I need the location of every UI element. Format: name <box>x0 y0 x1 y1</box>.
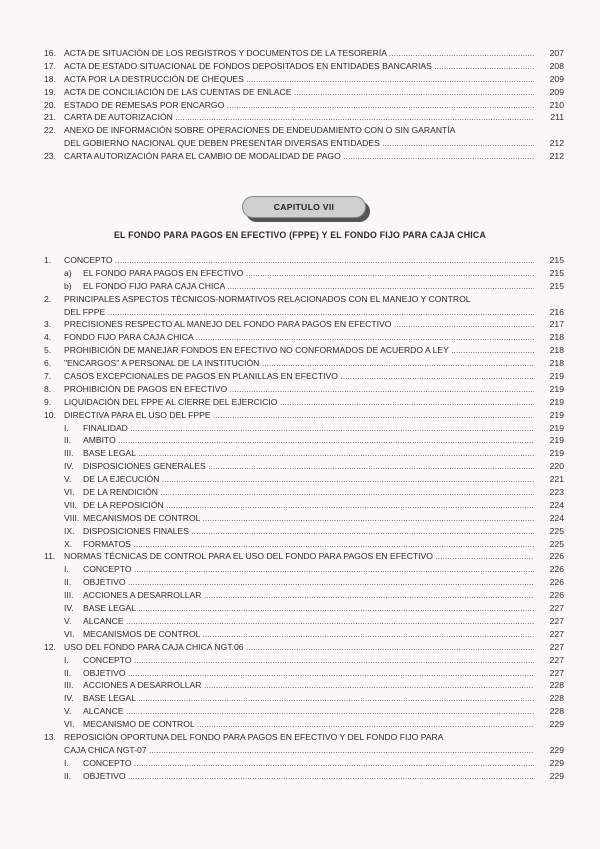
toc-entry-page: 211 <box>550 112 564 123</box>
toc-entry-marker: X. <box>64 538 73 549</box>
toc-entry <box>44 718 564 731</box>
toc-entry-page: 219 <box>549 371 564 382</box>
toc-entry <box>44 744 564 757</box>
toc-entry-text: CAJA CHICA NGT-07 <box>64 744 147 755</box>
toc-entry-page: 215 <box>549 267 564 278</box>
toc-entry-title <box>64 422 534 435</box>
toc-entry-number: 22. <box>44 125 56 136</box>
toc-entry-page: 227 <box>549 603 564 614</box>
toc-entry <box>44 331 564 344</box>
toc-entry-number: 23. <box>44 151 56 162</box>
toc-entry-title <box>64 267 534 280</box>
toc-entry-text: ACCIONES A DESARROLLAR <box>83 680 202 691</box>
toc-entry-title <box>64 563 534 576</box>
toc-entry-title <box>64 47 534 60</box>
toc-entry-title <box>64 434 534 447</box>
toc-entry-title <box>64 550 534 563</box>
toc-entry-page: 219 <box>549 448 564 459</box>
toc-entry-text: CARTA AUTORIZACIÓN PARA EL CAMBIO DE MODALIDAD DE PAGO <box>64 151 341 162</box>
toc-entry-title <box>64 73 534 86</box>
toc-entry-marker: II. <box>64 577 72 588</box>
toc-entry-text: OBJETIVO <box>83 577 126 588</box>
toc-previous-chapter <box>44 47 564 163</box>
toc-entry <box>44 525 564 538</box>
chapter-title: EL FONDO PARA PAGOS EN EFECTIVO (FPPE) Y EL FONDO FIJO PARA CAJA CHICA <box>113 230 487 240</box>
toc-entry <box>44 692 564 705</box>
toc-entry-title <box>64 280 534 293</box>
toc-entry-title <box>64 538 534 551</box>
toc-entry-page: 215 <box>549 255 564 265</box>
toc-entry-page: 225 <box>549 538 564 549</box>
toc-entry-marker: I. <box>64 422 69 433</box>
toc-entry-text: PRINCIPALES ASPECTOS TÉCNICOS-NORMATIVOS RELACIONADOS CON EL MANEJO Y CONTROL <box>64 293 471 304</box>
toc-entry-page: 226 <box>549 551 564 562</box>
toc-entry <box>44 99 564 112</box>
toc-entry-text: ANEXO DE INFORMACIÓN SOBRE OPERACIONES DE ENDEUDAMIENTO CON O SIN GARANTÍA <box>64 125 456 136</box>
toc-entry-page: 210 <box>549 99 564 110</box>
toc-entry-title <box>64 731 534 744</box>
toc-entry-text: ACTA DE CONCILIACIÓN DE LAS CUENTAS DE ENLACE <box>64 86 292 97</box>
toc-entry-title <box>64 718 534 731</box>
toc-entry-page: 219 <box>549 422 564 433</box>
toc-entry <box>44 460 564 473</box>
toc-entry-title <box>64 602 534 615</box>
toc-entry-page: 219 <box>549 383 564 394</box>
toc-entry <box>44 770 564 783</box>
toc-entry-marker: III. <box>64 448 74 459</box>
toc-entry <box>44 383 564 396</box>
toc-entry-title <box>64 641 534 654</box>
toc-entry-title <box>64 293 534 306</box>
toc-entry-page: 226 <box>549 564 564 575</box>
toc-entry-text: MECANISMO DE CONTROL <box>83 719 195 730</box>
toc-entry-marker: V. <box>64 615 72 626</box>
toc-entry <box>44 370 564 383</box>
toc-entry-text: PROHIBICIÓN DE MANEJAR FONDOS EN EFECTIVO NO CONFORMADOS DE ACUERDO A LEY <box>64 345 449 356</box>
toc-entry-text: LIQUIDACIÓN DEL FPPE AL CIERRE DEL EJERCICIO <box>64 396 278 407</box>
toc-entry-marker: I. <box>64 564 69 575</box>
toc-entry-marker: V. <box>64 706 72 717</box>
toc-entry <box>44 318 564 331</box>
toc-entry-text: ESTADO DE REMESAS POR ENCARGO <box>64 99 225 110</box>
toc-entry <box>44 137 564 150</box>
toc-entry-text: OBJETIVO <box>83 667 126 678</box>
toc-entry-text: ACTA DE ESTADO SITUACIONAL DE FONDOS DEPOSITADOS EN ENTIDADES BANCARIAS <box>64 60 432 71</box>
toc-entry-text: AMBITO <box>83 435 116 446</box>
toc-entry-title <box>64 60 534 73</box>
toc-entry-title <box>64 473 534 486</box>
toc-entry-title <box>64 124 534 137</box>
toc-entry-page: 218 <box>549 332 564 343</box>
toc-entry <box>44 705 564 718</box>
toc-entry-number: 12. <box>44 641 56 652</box>
toc-entry-page: 218 <box>549 358 564 369</box>
toc-entry-title <box>64 370 534 383</box>
toc-entry <box>44 357 564 370</box>
toc-entry-text: DE LA REPOSICIÓN <box>83 499 164 510</box>
toc-entry-title <box>64 654 534 667</box>
toc-entry <box>44 396 564 409</box>
toc-entry-text: DEL FPPE <box>64 306 106 317</box>
toc-entry-marker: I. <box>64 654 69 665</box>
toc-entry-title <box>64 770 534 783</box>
toc-entry <box>44 641 564 654</box>
toc-entry <box>44 731 564 744</box>
toc-entry-marker: II. <box>64 435 72 446</box>
toc-entry-marker: III. <box>64 590 74 601</box>
toc-entry-page: 212 <box>549 138 564 149</box>
toc-entry-number: 19. <box>44 86 56 97</box>
toc-entry-marker: IV. <box>64 603 74 614</box>
toc-entry-title <box>64 86 534 99</box>
toc-entry-page: 216 <box>549 306 564 317</box>
toc-entry <box>44 124 564 137</box>
toc-entry-text: DIRECTIVA PARA EL USO DEL FPPE <box>64 409 211 420</box>
toc-entry-number: 21. <box>44 112 56 123</box>
toc-entry-text: MECANISMOS DE CONTROL <box>83 628 201 639</box>
toc-entry-text: DEL GOBIERNO NACIONAL QUE DEBEN PRESENTAR DIVERSAS ENTIDADES <box>64 138 380 149</box>
chapter-badge <box>242 196 370 222</box>
toc-entry-marker: III. <box>64 680 74 691</box>
toc-entry-page: 223 <box>549 487 564 498</box>
toc-entry-text: REPOSICIÓN OPORTUNA DEL FONDO PARA PAGOS EN EFECTIVO Y DEL FONDO FIJO PARA <box>64 731 444 742</box>
toc-entry-text: PROHIBICIÓN DE PAGOS EN EFECTIVO <box>64 383 228 394</box>
toc-entry-marker: V. <box>64 474 72 485</box>
toc-entry-page: 219 <box>549 409 564 420</box>
toc-entry-text: PRECISIONES RESPECTO AL MANEJO DEL FONDO PARA PAGOS EN EFECTIVO <box>64 319 392 330</box>
toc-entry-text: DISPOSICIONES GENERALES <box>83 461 206 472</box>
toc-entry <box>44 602 564 615</box>
toc-entry-marker: IX. <box>64 525 75 536</box>
toc-entry-marker: VIII. <box>64 512 80 523</box>
toc-entry-page: 220 <box>549 461 564 472</box>
toc-entry <box>44 73 564 86</box>
toc-entry-text: CASOS EXCEPCIONALES DE PAGOS EN PLANILLAS EN EFECTIVO <box>64 371 338 382</box>
toc-entry-text: DE LA EJECUCIÓN <box>83 474 160 485</box>
toc-entry-title <box>64 150 534 163</box>
toc-entry-page: 221 <box>549 474 564 485</box>
toc-entry-page: 224 <box>549 499 564 510</box>
toc-entry-marker: IV. <box>64 461 74 472</box>
toc-entry-text: FINALIDAD <box>83 422 128 433</box>
toc-entry-text: ACTA DE SITUACIÓN DE LOS REGISTROS Y DOCUMENTOS DE LA TESORERÍA <box>64 48 387 58</box>
toc-entry-page: 226 <box>549 577 564 588</box>
toc-entry <box>44 434 564 447</box>
toc-entry-page: 227 <box>549 667 564 678</box>
toc-chapter-vii <box>44 254 564 783</box>
toc-entry-text: EL FONDO PARA PAGOS EN EFECTIVO <box>83 267 244 278</box>
toc-entry-text: BASE LEGAL <box>83 693 136 704</box>
toc-entry <box>44 344 564 357</box>
toc-entry-title <box>64 460 534 473</box>
toc-entry-title <box>64 409 534 422</box>
toc-entry <box>44 499 564 512</box>
toc-entry-title <box>64 137 534 150</box>
toc-entry-text: FONDO FIJO PARA CAJA CHICA <box>64 332 194 343</box>
toc-entry <box>44 654 564 667</box>
toc-entry-marker: VI. <box>64 487 75 498</box>
toc-entry-text: CONCEPTO <box>83 757 132 768</box>
toc-entry-text: CONCEPTO <box>64 255 113 265</box>
toc-entry-number: 4. <box>44 332 52 343</box>
toc-entry-title <box>64 589 534 602</box>
toc-entry-title <box>64 486 534 499</box>
toc-entry-text: BASE LEGAL <box>83 448 136 459</box>
toc-entry <box>44 280 564 293</box>
toc-entry-title <box>64 757 534 770</box>
toc-entry-number: 8. <box>44 383 52 394</box>
toc-entry <box>44 267 564 280</box>
toc-entry-text: ACCIONES A DESARROLLAR <box>83 590 202 601</box>
toc-entry-text: DE LA RENDICIÓN <box>83 487 158 498</box>
toc-entry-page: 215 <box>549 280 564 291</box>
toc-entry <box>44 589 564 602</box>
toc-entry-title <box>64 357 534 370</box>
toc-entry-title <box>64 447 534 460</box>
toc-entry-title <box>64 383 534 396</box>
toc-entry-title <box>64 318 534 331</box>
toc-entry-text: USO DEL FONDO PARA CAJA CHICA NGT.06 <box>64 641 244 652</box>
toc-entry <box>44 563 564 576</box>
toc-entry <box>44 111 564 124</box>
toc-entry <box>44 422 564 435</box>
toc-entry-page: 218 <box>549 345 564 356</box>
toc-entry-marker: b) <box>64 280 72 291</box>
toc-entry <box>44 538 564 551</box>
toc-entry-text: MECANISMOS DE CONTROL <box>83 512 201 523</box>
toc-entry-page: 228 <box>549 706 564 717</box>
toc-entry-text: FORMATOS <box>83 538 131 549</box>
toc-entry-page: 229 <box>549 719 564 730</box>
toc-entry-text: ACTA POR LA DESTRUCCIÓN DE CHEQUES <box>64 73 244 84</box>
toc-entry-title <box>64 667 534 680</box>
toc-entry-marker: IV. <box>64 693 74 704</box>
toc-entry-marker: VII. <box>64 499 77 510</box>
toc-entry-text: NORMAS TÉCNICAS DE CONTROL PARA EL USO DEL FONDO PARA PAGOS EN EFECTIVO <box>64 551 433 562</box>
toc-entry-page: 208 <box>549 60 564 71</box>
toc-entry-page: 229 <box>549 770 564 781</box>
toc-entry-title <box>64 525 534 538</box>
toc-entry-marker: a) <box>64 267 72 278</box>
toc-entry <box>44 306 564 319</box>
toc-entry-marker: VI. <box>64 628 75 639</box>
toc-entry <box>44 576 564 589</box>
toc-entry-page: 228 <box>549 680 564 691</box>
toc-entry-title <box>64 692 534 705</box>
toc-entry <box>44 679 564 692</box>
toc-entry-marker: II. <box>64 770 72 781</box>
toc-entry-title <box>64 744 534 757</box>
toc-entry-number: 11. <box>44 551 56 562</box>
toc-entry-page: 219 <box>549 396 564 407</box>
toc-entry-title <box>64 331 534 344</box>
toc-entry <box>44 293 564 306</box>
toc-entry-marker: I. <box>64 757 69 768</box>
toc-entry-marker: VI. <box>64 719 75 730</box>
toc-entry-page: 227 <box>549 654 564 665</box>
toc-entry-number: 16. <box>44 48 56 58</box>
toc-entry-title <box>64 628 534 641</box>
toc-entry-number: 20. <box>44 99 56 110</box>
toc-entry-text: EL FONDO FIJO PARA CAJA CHICA <box>83 280 225 291</box>
toc-entry-page: 209 <box>549 73 564 84</box>
toc-entry-text: ALCANCE <box>83 615 124 626</box>
toc-entry <box>44 486 564 499</box>
toc-entry-number: 13. <box>44 731 56 742</box>
toc-entry-title <box>64 254 534 267</box>
toc-entry-text: ALCANCE <box>83 706 124 717</box>
toc-entry-number: 2. <box>44 293 52 304</box>
toc-entry <box>44 447 564 460</box>
toc-entry-page: 224 <box>549 512 564 523</box>
toc-entry-title <box>64 512 534 525</box>
toc-entry-title <box>64 576 534 589</box>
toc-entry-text: "ENCARGOS" A PERSONAL DE LA INSTITUCIÓN <box>64 358 260 369</box>
toc-entry <box>44 150 564 163</box>
toc-entry-number: 18. <box>44 73 56 84</box>
toc-entry <box>44 550 564 563</box>
toc-entry-page: 227 <box>549 615 564 626</box>
toc-entry-text: OBJETIVO <box>83 770 126 781</box>
toc-entry-marker: II. <box>64 667 72 678</box>
toc-entry-title <box>64 679 534 692</box>
toc-entry-page: 209 <box>549 86 564 97</box>
toc-entry-page: 227 <box>549 628 564 639</box>
toc-entry <box>44 615 564 628</box>
toc-entry <box>44 512 564 525</box>
toc-entry-title <box>64 705 534 718</box>
toc-entry-title <box>64 396 534 409</box>
toc-entry-title <box>64 499 534 512</box>
toc-entry <box>44 473 564 486</box>
toc-entry-page: 219 <box>549 435 564 446</box>
toc-entry-text: CONCEPTO <box>83 654 132 665</box>
toc-entry-title <box>64 344 534 357</box>
toc-entry <box>44 60 564 73</box>
toc-entry <box>44 409 564 422</box>
toc-entry-title <box>64 111 534 124</box>
toc-entry-title <box>64 99 534 112</box>
toc-entry-text: CONCEPTO <box>83 564 132 575</box>
toc-entry-page: 226 <box>549 590 564 601</box>
toc-entry-number: 9. <box>44 396 52 407</box>
toc-entry-page: 217 <box>549 319 564 330</box>
toc-entry <box>44 667 564 680</box>
toc-entry-page: 228 <box>549 693 564 704</box>
toc-entry-page: 229 <box>549 757 564 768</box>
toc-entry <box>44 628 564 641</box>
toc-entry-number: 7. <box>44 371 52 382</box>
toc-entry-title <box>64 615 534 628</box>
toc-entry-number: 10. <box>44 409 56 420</box>
toc-entry-page: 229 <box>549 744 564 755</box>
toc-entry-text: CARTA DE AUTORIZACIÓN <box>64 112 173 123</box>
toc-entry-text: BASE LEGAL <box>83 603 136 614</box>
toc-entry <box>44 86 564 99</box>
toc-entry-number: 17. <box>44 60 56 71</box>
toc-entry-text: DISPOSICIONES FINALES <box>83 525 190 536</box>
toc-entry-number: 3. <box>44 319 52 330</box>
toc-entry-title <box>64 306 534 319</box>
toc-entry-page: 212 <box>549 151 564 162</box>
toc-entry-number: 1. <box>44 255 52 265</box>
toc-entry-page: 227 <box>549 641 564 652</box>
toc-entry-page: 207 <box>549 48 564 58</box>
toc-entry-page: 225 <box>549 525 564 536</box>
chapter-label: CAPITULO VII <box>242 196 366 218</box>
toc-entry <box>44 47 564 60</box>
toc-entry <box>44 757 564 770</box>
toc-entry <box>44 254 564 267</box>
toc-entry-number: 6. <box>44 358 52 369</box>
toc-entry-number: 5. <box>44 345 52 356</box>
